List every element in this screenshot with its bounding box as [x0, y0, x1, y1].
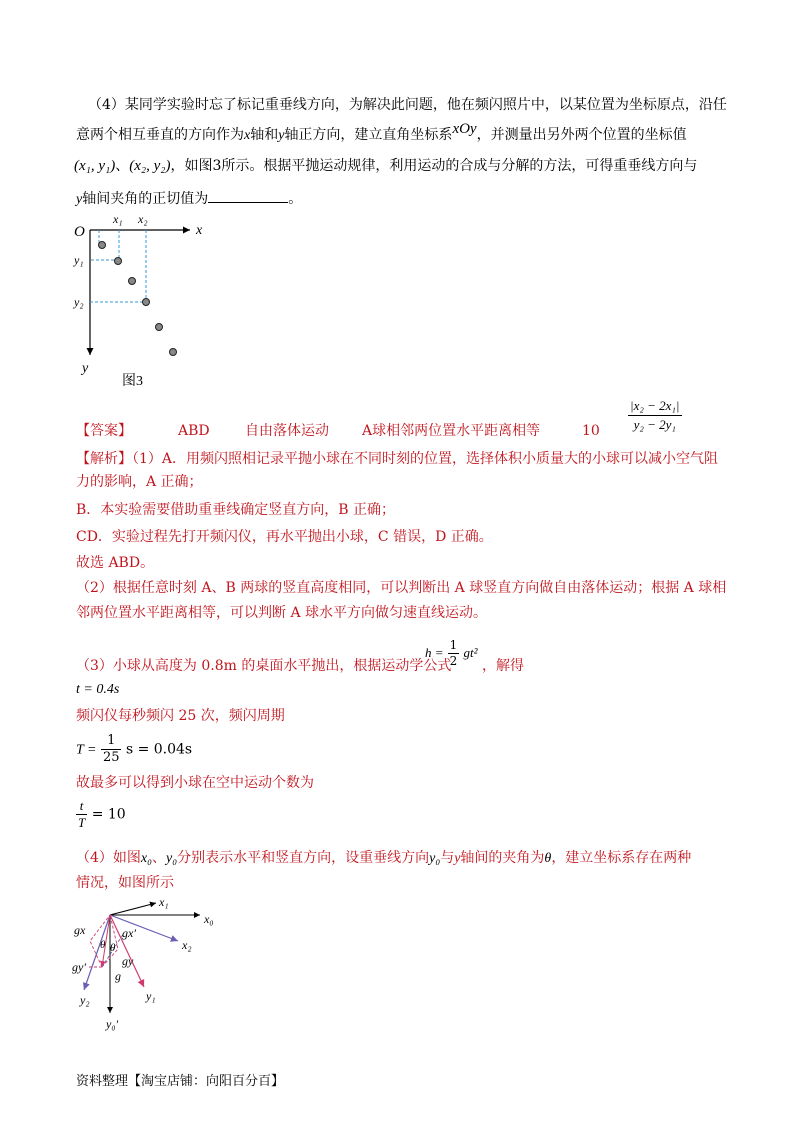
ball-4 [143, 299, 150, 306]
x-axis-label: x [196, 223, 203, 238]
answer-label: 【答案】 [76, 423, 132, 439]
analysis-q3-line5: 故最多可以得到小球在空中运动个数为 [76, 775, 314, 791]
answer-4: 10 [582, 423, 600, 439]
analysis-q3-line1: （3）小球从高度为 0.8m 的桌面水平抛出，根据运动学公式 [76, 658, 452, 674]
fig4-x0-label: x₀ [204, 912, 214, 926]
analysis-q2-line2: 邻两位置水平距离相等，可以判断 A 球水平方向做匀速直线运动。 [76, 605, 488, 621]
fig4-y2-label: y₂ [80, 993, 90, 1007]
fig4-theta2-label: θ [110, 942, 116, 954]
y2-axis [84, 915, 110, 990]
fig4-theta1-label: θ [100, 939, 106, 951]
figure-4 [60, 893, 240, 1043]
y2-label: y₂ [74, 295, 84, 309]
analysis-line3: B．本实验需要借助重垂线确定竖直方向，B 正确； [76, 502, 396, 518]
analysis-q2-line1: （2）根据任意时刻 A、B 两球的竖直高度相同，可以判断出 A 球竖直方向做自由落体运动；根据 A 球相 [76, 580, 727, 596]
analysis-line1: 【解析】（1）A．用频闪照相记录平抛小球在不同时刻的位置，选择体积小质量大的小球可以减小空气阻 [76, 451, 719, 467]
dashed-guides [90, 230, 146, 302]
analysis-label: 【解析】 [76, 451, 132, 467]
question4-line3: (x₁, y₁)、(x₂, y₂)，如图3所示。根据平抛运动规律，利用运动的合成与分解的方法，可得重垂线方向与 [74, 158, 698, 174]
fig4-gx-label: gx [74, 923, 86, 937]
fig4-y1-label: y₁ [146, 989, 156, 1003]
analysis-q4-line2: 情况，如图所示 [76, 875, 174, 891]
analysis-q4-line1: （4）如图x₀、y₀分别表示水平和竖直方向，设重垂线方向y₀与y轴间的夹角为θ，建立坐标系存在两种 [76, 850, 692, 866]
analysis-q3-solve: ，解得 [482, 658, 524, 674]
fig4-gx2-label: gx′ [122, 926, 136, 940]
q3-period-formula: T = $\frac{1}{25}$ s = 0.04s [76, 733, 193, 765]
answer-5-denominator: y₂ − 2y₁ [633, 417, 676, 432]
x2-label: x₂ [138, 212, 148, 226]
y1-label: y₁ [74, 253, 84, 267]
ball-5 [156, 324, 163, 331]
question4-line2: 意两个相互垂直的方向作为x轴和y轴正方向，建立直角坐标系xOy，并测量出另外两个位置的坐标值 [76, 121, 687, 143]
x1-label: x₁ [113, 212, 123, 226]
origin-label: O [74, 224, 85, 240]
answer-5-fraction [628, 397, 682, 434]
analysis-line4: CD．实验过程先打开频闪仪，再水平抛出小球，C 错误，D 正确。 [76, 529, 493, 545]
x1-axis [110, 903, 156, 915]
answer-5-numerator: |x₂ − 2x₁| [628, 397, 682, 416]
figure-3-caption: 图3 [122, 374, 143, 389]
fig4-x1-label: x₁ [159, 895, 169, 909]
answer-2: 自由落体运动 [245, 423, 329, 439]
fig4-gy2-label: gy′ [72, 960, 86, 974]
analysis-line2: 力的影响，A 正确； [76, 474, 203, 490]
q3-t-value: t = 0.4s [76, 682, 120, 697]
footer: 资料整理【淘宝店铺：向阳百分百】 [76, 1074, 285, 1089]
figure-3 [60, 205, 230, 395]
fig4-x2-label: x₂ [182, 938, 192, 952]
question4-line4: y轴间夹角的正切值为 。 [76, 188, 302, 210]
y-axis-label: y [82, 361, 89, 376]
q3-count-formula: $\frac{t}{T}$ = 10 [78, 798, 126, 830]
ball-2 [115, 258, 122, 265]
ball-1 [99, 242, 106, 249]
analysis-line5: 故选 ABD。 [76, 555, 155, 571]
ball-6 [170, 349, 177, 356]
q3-formula: h = $\frac{1}{2}$ gt² [425, 638, 478, 668]
fig4-g-label: g [115, 969, 121, 983]
fig4-gy-label: gy [122, 954, 134, 968]
fig4-y0p-label: y₀′ [106, 1017, 119, 1031]
ball-3 [129, 278, 136, 285]
analysis-q3-line3: 频闪仪每秒频闪 25 次，频闪周期 [76, 708, 285, 724]
question4-line1: （4）某同学实验时忘了标记重垂线方向，为解决此问题，他在频闪照片中，以某位置为坐标原点，沿任 [88, 97, 727, 113]
answer-3: A球相邻两位置水平距离相等 [362, 423, 541, 439]
answer-blank [208, 188, 288, 203]
answer-1: ABD [178, 423, 210, 439]
